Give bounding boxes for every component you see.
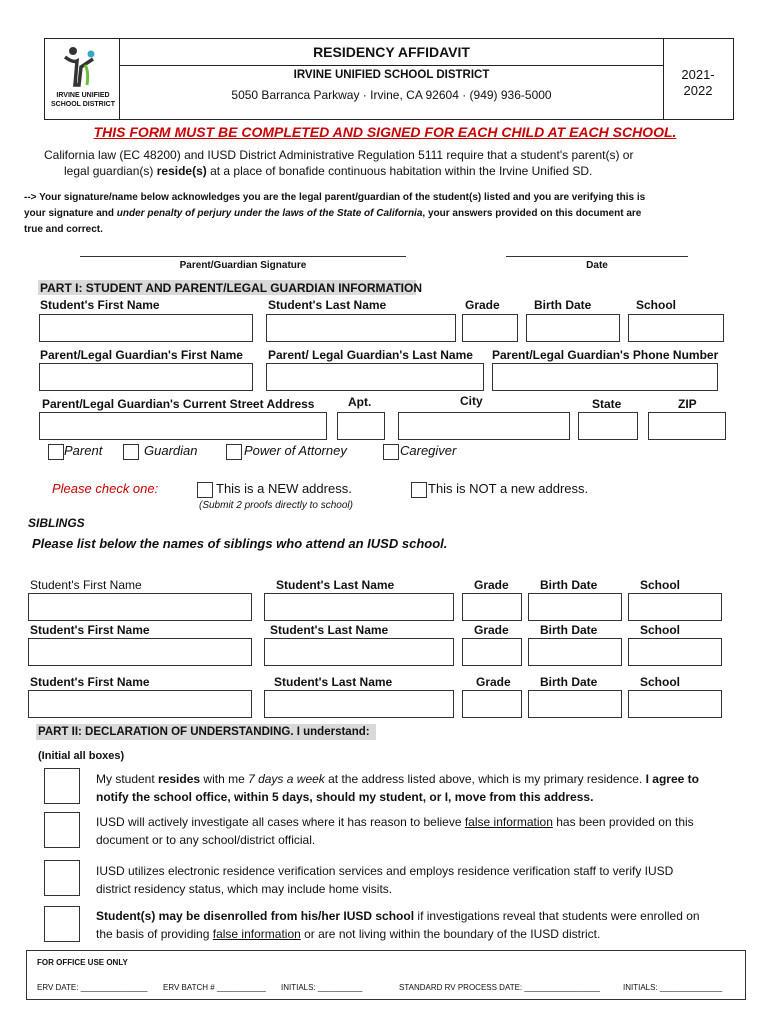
sibling3-first-input[interactable]: [28, 690, 252, 718]
initial-note: (Initial all boxes): [38, 750, 125, 762]
notice-banner: THIS FORM MUST BE COMPLETED AND SIGNED FOR EACH CHILD AT EACH SCHOOL.: [93, 124, 677, 140]
form-title: RESIDENCY AFFIDAVIT: [120, 39, 663, 66]
label-student-last: Student's Last Name: [268, 298, 387, 312]
guardian-checkbox[interactable]: [123, 444, 139, 460]
power-of-attorney-label: Power of Attorney: [244, 443, 347, 458]
district-name: IRVINE UNIFIED SCHOOL DISTRICT: [293, 69, 490, 81]
zip-input[interactable]: [648, 412, 726, 440]
not-new-address-checkbox[interactable]: [411, 482, 427, 498]
power-of-attorney-checkbox[interactable]: [226, 444, 242, 460]
part1-heading: PART I: STUDENT AND PARENT/LEGAL GUARDIAN INFORMATION: [40, 281, 422, 295]
sibling1-school-input[interactable]: [628, 593, 722, 621]
label-student-first: Student's First Name: [40, 298, 160, 312]
state-input[interactable]: [578, 412, 638, 440]
sibling2-first-input[interactable]: [28, 638, 252, 666]
district-logo: [45, 39, 120, 119]
grade-input[interactable]: [462, 314, 518, 342]
label-apt: Apt.: [348, 395, 372, 409]
sibling1-label-last: Student's Last Name: [276, 578, 395, 592]
office-initials-1: INITIALS: __________: [281, 983, 363, 992]
sibling1-label-first: Student's First Name: [30, 578, 142, 592]
declaration-item-4: Student(s) may be disenrolled from his/her IUSD school if investigations reveal that students were enrolled on the basis of providing false information or are not living within the boundary of the IUSD district.: [96, 909, 700, 941]
label-city: City: [460, 394, 483, 408]
apt-input[interactable]: [337, 412, 385, 440]
label-zip: ZIP: [678, 397, 697, 411]
part2-heading: PART II: DECLARATION OF UNDERSTANDING. I understand:: [38, 726, 370, 738]
street-input[interactable]: [39, 412, 327, 440]
caregiver-checkbox[interactable]: [383, 444, 399, 460]
sibling2-label-first: Student's First Name: [30, 623, 150, 637]
declaration-item-2: IUSD will actively investigate all cases where it has reason to believe false information has been provided on this document or to any school/district official.: [96, 815, 694, 847]
sibling3-label-school: School: [640, 675, 681, 689]
sibling1-label-birth: Birth Date: [540, 578, 598, 592]
initial-box-4[interactable]: [44, 906, 80, 942]
parent-label: Parent: [64, 443, 103, 458]
declaration-item-1: My student resides with me 7 days a week at the address listed above, which is my primary residence. I agree to notify the school office, within 5 days, should my student, or I, move from this address.: [96, 772, 699, 804]
office-use-box: [26, 950, 746, 1000]
initial-box-2[interactable]: [44, 812, 80, 848]
sibling1-birth-input[interactable]: [528, 593, 622, 621]
siblings-instruction: Please list below the names of siblings who attend an IUSD school.: [32, 536, 448, 551]
sibling3-last-input[interactable]: [264, 690, 454, 718]
check-one-label: Please check one:: [52, 481, 159, 496]
not-new-address-label: This is NOT a new address.: [428, 481, 589, 496]
sibling3-label-grade: Grade: [476, 675, 511, 689]
label-street: Parent/Legal Guardian's Current Street Address: [42, 397, 315, 411]
sibling2-birth-input[interactable]: [528, 638, 622, 666]
date-label: Date: [586, 260, 608, 271]
declaration-item-3: IUSD utilizes electronic residence verification services and employs residence verification staff to verify IUSD district residency status, which may include home visits.: [96, 864, 674, 896]
sibling3-school-input[interactable]: [628, 690, 722, 718]
label-guardian-last: Parent/ Legal Guardian's Last Name: [268, 348, 473, 362]
date-line[interactable]: [506, 256, 688, 257]
parent-checkbox[interactable]: [48, 444, 64, 460]
guardian-first-input[interactable]: [39, 363, 253, 391]
label-birth-date: Birth Date: [534, 298, 592, 312]
sibling2-grade-input[interactable]: [462, 638, 522, 666]
school-year: 2021- 2022: [681, 67, 715, 98]
signature-line[interactable]: [80, 256, 406, 257]
sibling3-label-first: Student's First Name: [30, 675, 150, 689]
sibling1-first-input[interactable]: [28, 593, 252, 621]
sibling2-label-birth: Birth Date: [540, 623, 598, 637]
sibling1-label-grade: Grade: [474, 578, 509, 592]
sibling1-grade-input[interactable]: [462, 593, 522, 621]
sibling3-label-last: Student's Last Name: [274, 675, 393, 689]
sibling1-label-school: School: [640, 578, 681, 592]
sibling3-label-birth: Birth Date: [540, 675, 598, 689]
sibling2-label-school: School: [640, 623, 681, 637]
label-grade: Grade: [465, 298, 500, 312]
district-address: 5050 Barranca Parkway · Irvine, CA 92604 · (949) 936-5000: [231, 88, 552, 102]
sibling2-last-input[interactable]: [264, 638, 454, 666]
office-initials-2: INITIALS: ______________: [623, 983, 723, 992]
label-guardian-first: Parent/Legal Guardian's First Name: [40, 348, 243, 362]
guardian-phone-input[interactable]: [492, 363, 718, 391]
sibling3-grade-input[interactable]: [462, 690, 522, 718]
form-header: [44, 38, 734, 120]
label-state: State: [592, 397, 622, 411]
intro-paragraph: California law (EC 48200) and IUSD District Administrative Regulation 5111 require that a student's parent(s) or legal guardian(s) reside(s) at a place of bonafide continuous habitation within the Irvine Unified SD.: [44, 148, 634, 178]
office-heading: FOR OFFICE USE ONLY: [37, 958, 128, 967]
new-address-checkbox[interactable]: [197, 482, 213, 498]
proofs-note: (Submit 2 proofs directly to school): [199, 500, 353, 511]
sibling1-last-input[interactable]: [264, 593, 454, 621]
erv-batch: ERV BATCH # ___________: [163, 983, 266, 992]
caregiver-label: Caregiver: [400, 443, 457, 458]
guardian-label: Guardian: [144, 443, 198, 458]
sibling2-label-last: Student's Last Name: [270, 623, 389, 637]
student-last-input[interactable]: [266, 314, 456, 342]
label-school: School: [636, 298, 677, 312]
siblings-heading: SIBLINGS: [28, 516, 85, 530]
new-address-label: This is a NEW address.: [216, 481, 352, 496]
sibling2-school-input[interactable]: [628, 638, 722, 666]
erv-date: ERV DATE: _______________: [37, 983, 148, 992]
initial-box-3[interactable]: [44, 860, 80, 896]
label-guardian-phone: Parent/Legal Guardian's Phone Number: [492, 348, 719, 362]
sibling2-label-grade: Grade: [474, 623, 509, 637]
process-date: STANDARD RV PROCESS DATE: _________________: [399, 983, 600, 992]
school-input[interactable]: [628, 314, 724, 342]
student-first-input[interactable]: [39, 314, 253, 342]
birth-date-input[interactable]: [526, 314, 620, 342]
acknowledgement: --> Your signature/name below acknowledges you are the legal parent/guardian of the student(s) listed and you are verifying this is your signature and under penalty of perjury under the laws of the State of California, your answers provided on this document are true and correct.: [24, 192, 646, 235]
sibling3-birth-input[interactable]: [528, 690, 622, 718]
logo-text-line2: SCHOOL DISTRICT: [50, 101, 116, 108]
logo-text-line1: IRVINE UNIFIED: [56, 92, 110, 99]
header-center: [120, 39, 664, 119]
guardian-last-input[interactable]: [266, 363, 484, 391]
city-input[interactable]: [398, 412, 570, 440]
signature-label: Parent/Guardian Signature: [179, 260, 307, 271]
initial-box-1[interactable]: [44, 768, 80, 804]
logo-figure-icon: [63, 45, 101, 89]
